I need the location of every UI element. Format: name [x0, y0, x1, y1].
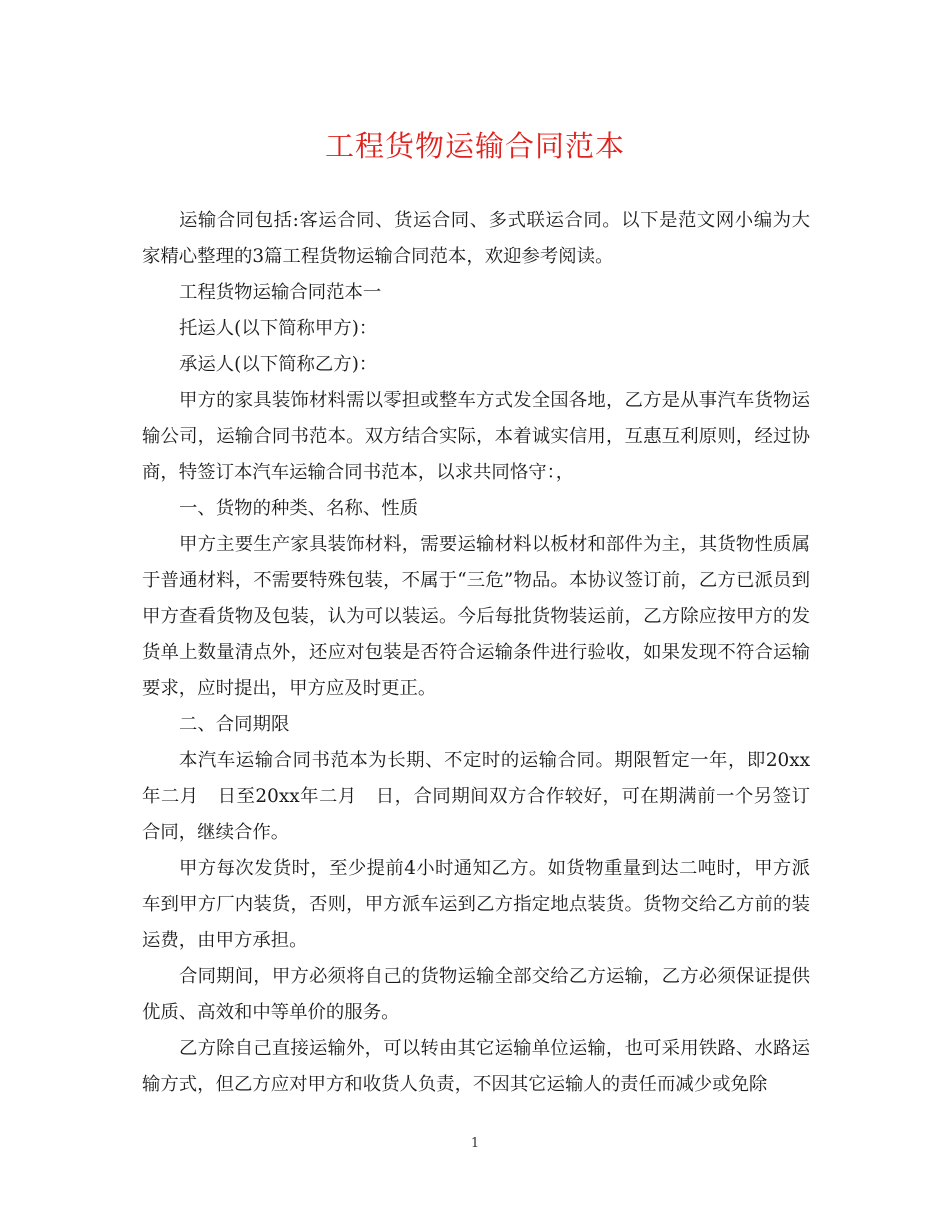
paragraph-clause-2-heading: 二、合同期限	[179, 714, 290, 735]
paragraph-clause-1-heading: 一、货物的种类、名称、性质	[179, 498, 419, 519]
paragraph-preamble: 甲方的家具装饰材料需以零担或整车方式发全国各地，乙方是从事汽车货物运输公司，运输合同书范本。双方结合实际，本着诚实信用，互惠互利原则，经过协商，特签订本汽车运输合同书范本，以求共同恪守：，	[142, 390, 810, 483]
paragraph-clause-2-exclusive: 合同期间，甲方必须将自己的货物运输全部交给乙方运输，乙方必须保证提供优质、高效和中等单价的服务。	[142, 966, 810, 1023]
paragraph-clause-2-subcontract: 乙方除自己直接运输外，可以转由其它运输单位运输，也可采用铁路、水路运输方式，但乙方应对甲方和收货人负责，不因其它运输人的责任而减少或免除	[142, 1038, 810, 1095]
paragraph-clause-2-term: 本汽车运输合同书范本为长期、不定时的运输合同。期限暂定一年，即20xx年二月 日至20xx年二月 日，合同期间双方合作较好，可在期满前一个另签订合同，继续合作。	[142, 750, 810, 843]
document-body	[142, 203, 810, 1103]
page-number: 1	[470, 1136, 480, 1151]
document-title: 工程货物运输合同范本	[324, 129, 625, 163]
paragraph-section-heading: 工程货物运输合同范本一	[179, 282, 382, 303]
paragraph-shipper: 托运人(以下简称甲方)：	[179, 318, 378, 339]
paragraph-clause-1-body: 甲方主要生产家具装饰材料，需要运输材料以板材和部件为主，其货物性质属于普通材料，不需要特殊包装，不属于“三危”物品。本协议签订前，乙方已派员到甲方查看货物及包装，认为可以装运。今后每批货物装运前，乙方除应按甲方的发货单上数量清点外，还应对包装是否符合运输条件进行验收，如果发现不符合运输要求，应时提出，甲方应及时更正。	[142, 534, 810, 699]
paragraph-clause-2-notice: 甲方每次发货时，至少提前4小时通知乙方。如货物重量到达二吨时，甲方派车到甲方厂内装货，否则，甲方派车运到乙方指定地点装货。货物交给乙方前的装运费，由甲方承担。	[142, 858, 810, 951]
paragraph-intro: 运输合同包括:客运合同、货运合同、多式联运合同。以下是范文网小编为大家精心整理的3篇工程货物运输合同范本，欢迎参考阅读。	[142, 210, 810, 267]
paragraph-carrier: 承运人(以下简称乙方)：	[179, 354, 378, 375]
